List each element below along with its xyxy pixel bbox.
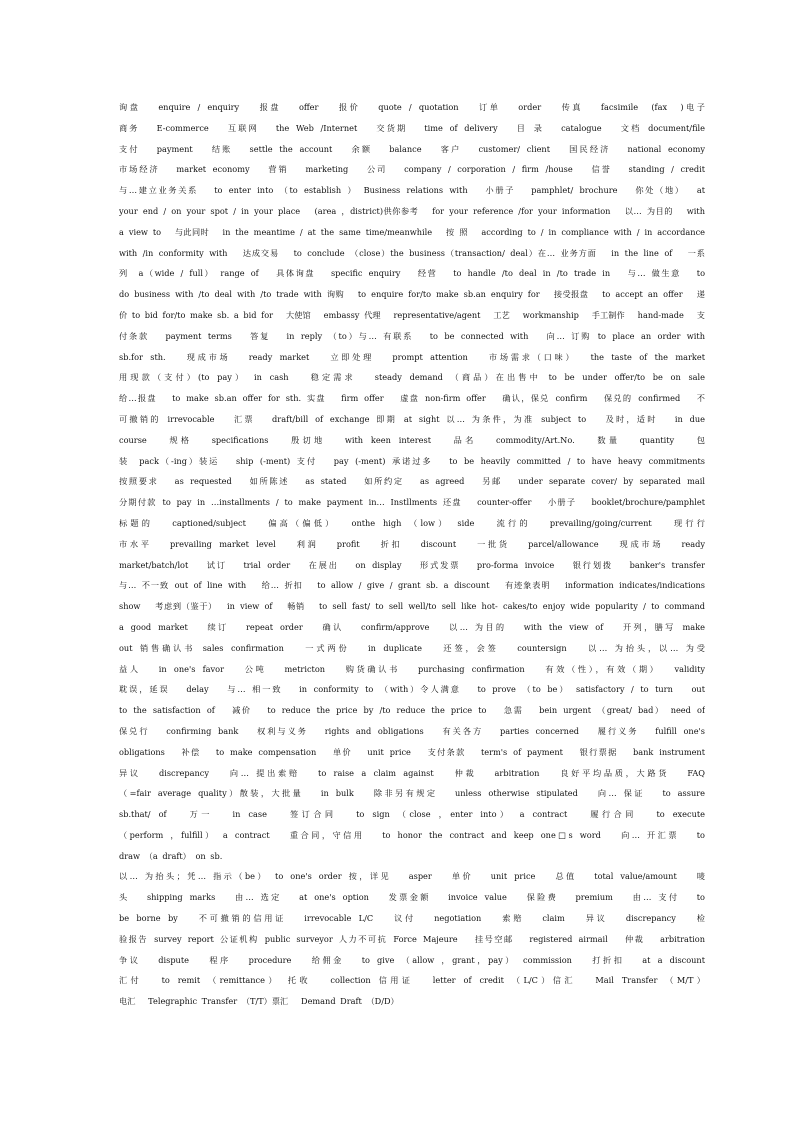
text-line: show 考虑到（鉴于） in view of 畅销 to sell fast/ to sell well/to sell like hot- cakes/to enjoy wide popularity / to command [119,601,705,612]
document-body [119,97,705,1012]
text-line: be borne by 不可撤销的信用证 irrevocable L/C 议付 negotiation 索赔 claim 异议 discrepancy 检 [119,913,705,924]
text-line: 保兑行 confirming bank 权利与义务 rights and obligations 有关各方 parties concerned 履行义务 fulfill one's [119,725,705,736]
text-line: sb.for sth. 现成市场 ready market 立即处理 prompt attention 市场需求（口味） the taste of the market [119,351,705,362]
text-line: 付条款 payment terms 答复 in reply （to）与… 有联系 to be connected with 向… 订购 to place an order with [119,330,705,341]
text-line: （=fair average quality）散装，大批量 in bulk 除非另有规定 unless otherwise stipulated 向… 保证 to assure [119,788,705,799]
text-line: course 规格 specifications 殷切地 with keen interest 品名 commodity/Art.No. 数量 quantity 包 [119,434,705,445]
text-line: with /in conformity with 达成交易 to conclude （close）the business（transaction/ deal）在… 业务方面 in the line of 一系 [119,247,705,258]
text-line: 支付 payment 结账 settle the account 余额 balance 客户 customer/ client 国民经济 national economy [119,143,705,154]
text-line: 与… 不一致 out of line with 给… 折扣 to allow / give / grant sb. a discount 有迹象表明 information indicates/indications [119,580,705,591]
text-line: 汇付 to remit （remittance） 托收 collection 信用证 letter of credit （L/C）信汇 Mail Transfer （M/T） [119,975,705,986]
text-line: draw （a draft） on sb. [119,850,223,861]
text-line: 争议 dispute 程序 procedure 给佣金 to give （allow ，grant，pay） commission 打折扣 at a discount [119,954,705,965]
text-line: 市水平 prevailing market level 利润 profit 折扣 discount 一批货 parcel/allowance 现成市场 ready [119,538,705,549]
text-line: 益人 in one's favor 公吨 metricton 购货确认书 purchasing confirmation 有效（性），有效（期） validity [119,663,705,674]
text-line: 耽误，延误 delay 与… 相一致 in conformity to （with）令人满意 to prove （to be） satisfactory / to turn out [119,684,705,695]
text-line: 询盘 enquire / enquiry 报盘 offer 报价 quote / quotation 订单 order 传真 facsimile (fax )电子 [119,102,705,112]
text-line: 验报告 survey report 公证机构 public surveyor 人力不可抗 Force Majeure 挂号空邮 registered airmail 仲裁 arbitration [119,933,705,944]
text-line: 分期付款 to pay in …installments / to make payment in… Instllments 还盘 counter-offer 小册子 booklet/brochure/pamphlet [119,497,705,508]
text-line: do business with /to deal with /to trade with 询购 to enquire for/to make sb.an enquiry for 接受报盘 to accept an offer 递 [119,289,705,300]
text-line: obligations 补偿 to make compensation 单价 unit price 支付条款 term's of payment 银行票据 bank instrument [119,746,705,757]
text-line: 标题的 captioned/subject 偏高（偏低） onthe high （low） side 流行的 prevailing/going/current 现行行 [119,517,705,528]
text-line: 头 shipping marks 由… 选定 at one's option 发票金额 invoice value 保险费 premium 由… 支付 to [119,892,705,903]
text-line: a view to 与此同时 in the meantime / at the same time/meanwhile 按 照 according to / in compliance with / in accordance [119,226,705,237]
text-line: 商务 E-commerce 互联网 the Web /Internet 交货期 time of delivery 目 录 catalogue 文档 document/file [119,122,705,133]
text-line: your end / on your spot / in your place (area ，district)供你参考 for your reference /for your information 以… 为目的 with [119,205,705,216]
text-line: （perform ，fulfill） a contract 重合同，守信用 to honor the contract and keep one□s word 向… 开汇票 to [119,829,705,840]
text-line: 可撤销的 irrevocable 汇票 draft/bill of exchange 即期 at sight 以… 为条件，为准 subject to 及时，适时 in due [119,413,705,424]
text-line: 给…报盘 to make sb.an offer for sth. 实盘 firm offer 虚盘 non-firm offer 确认，保兑 confirm 保兑的 confirmed 不 [119,393,705,404]
text-line: 列 a（wide / full） range of 具体询盘 specific enquiry 经营 to handle /to deal in /to trade in 与… 做生意 to [119,268,705,279]
text-line: 异议 discrepancy 向… 提出索赔 to raise a claim against 仲裁 arbitration 良好平均品质，大路货 FAQ [119,767,705,778]
text-line: sb.that/ of 万一 in case 签订合同 to sign （close ，enter into） a contract 履行合同 to execute [119,809,705,820]
text-line: to the satisfaction of 减价 to reduce the price by /to reduce the price to 急需 bein urgent （great/ bad） need of [119,705,705,716]
text-line: 电汇 Telegraphic Transfer （T/T）票汇 Demand Draft （D/D） [119,996,399,1007]
text-line: 装 pack（-ing）装运 ship (-ment) 支付 pay (-ment) 承诺过多 to be heavily committed / to have heavy commitments [119,455,705,466]
text-line: 按照要求 as requested 如所陈述 as stated 如所约定 as agreed 另邮 under separate cover/ by separated mail [119,476,705,487]
text-line: 用现款（支付）(to pay） in cash 稳定需求 steady demand （商品）在出售中 to be under offer/to be on sale [119,372,705,383]
text-line: 市场经济 market economy 营销 marketing 公司 company / corporation / firm /house 信誉 standing / credit [119,164,705,175]
text-line: market/batch/lot 试订 trial order 在展出 on display 形式发票 pro-forma invoice 银行划拨 banker's transfer [119,559,705,570]
text-line: a good market 续订 repeat order 确认 confirm/approve 以… 为目的 with the view of 开列，膳写 make [119,621,705,632]
text-line: 与…建立业务关系 to enter into （to establish ） Business relations with 小册子 pamphlet/ brochure 你处（地） at [119,185,705,196]
text-line: 以… 为抬头；凭… 指示（be） to one's order 按，详见 asper 单价 unit price 总值 total value/amount 唛 [119,871,705,882]
text-line: 价 to bid for/to make sb. a bid for 大使馆 embassy 代理 representative/agent 工艺 workmanship 手工制作 hand-made 支 [119,309,705,320]
text-line: out 销售确认书 sales confirmation 一式两份 in duplicate 还签，会签 countersign 以… 为抬头，以… 为受 [119,642,705,653]
